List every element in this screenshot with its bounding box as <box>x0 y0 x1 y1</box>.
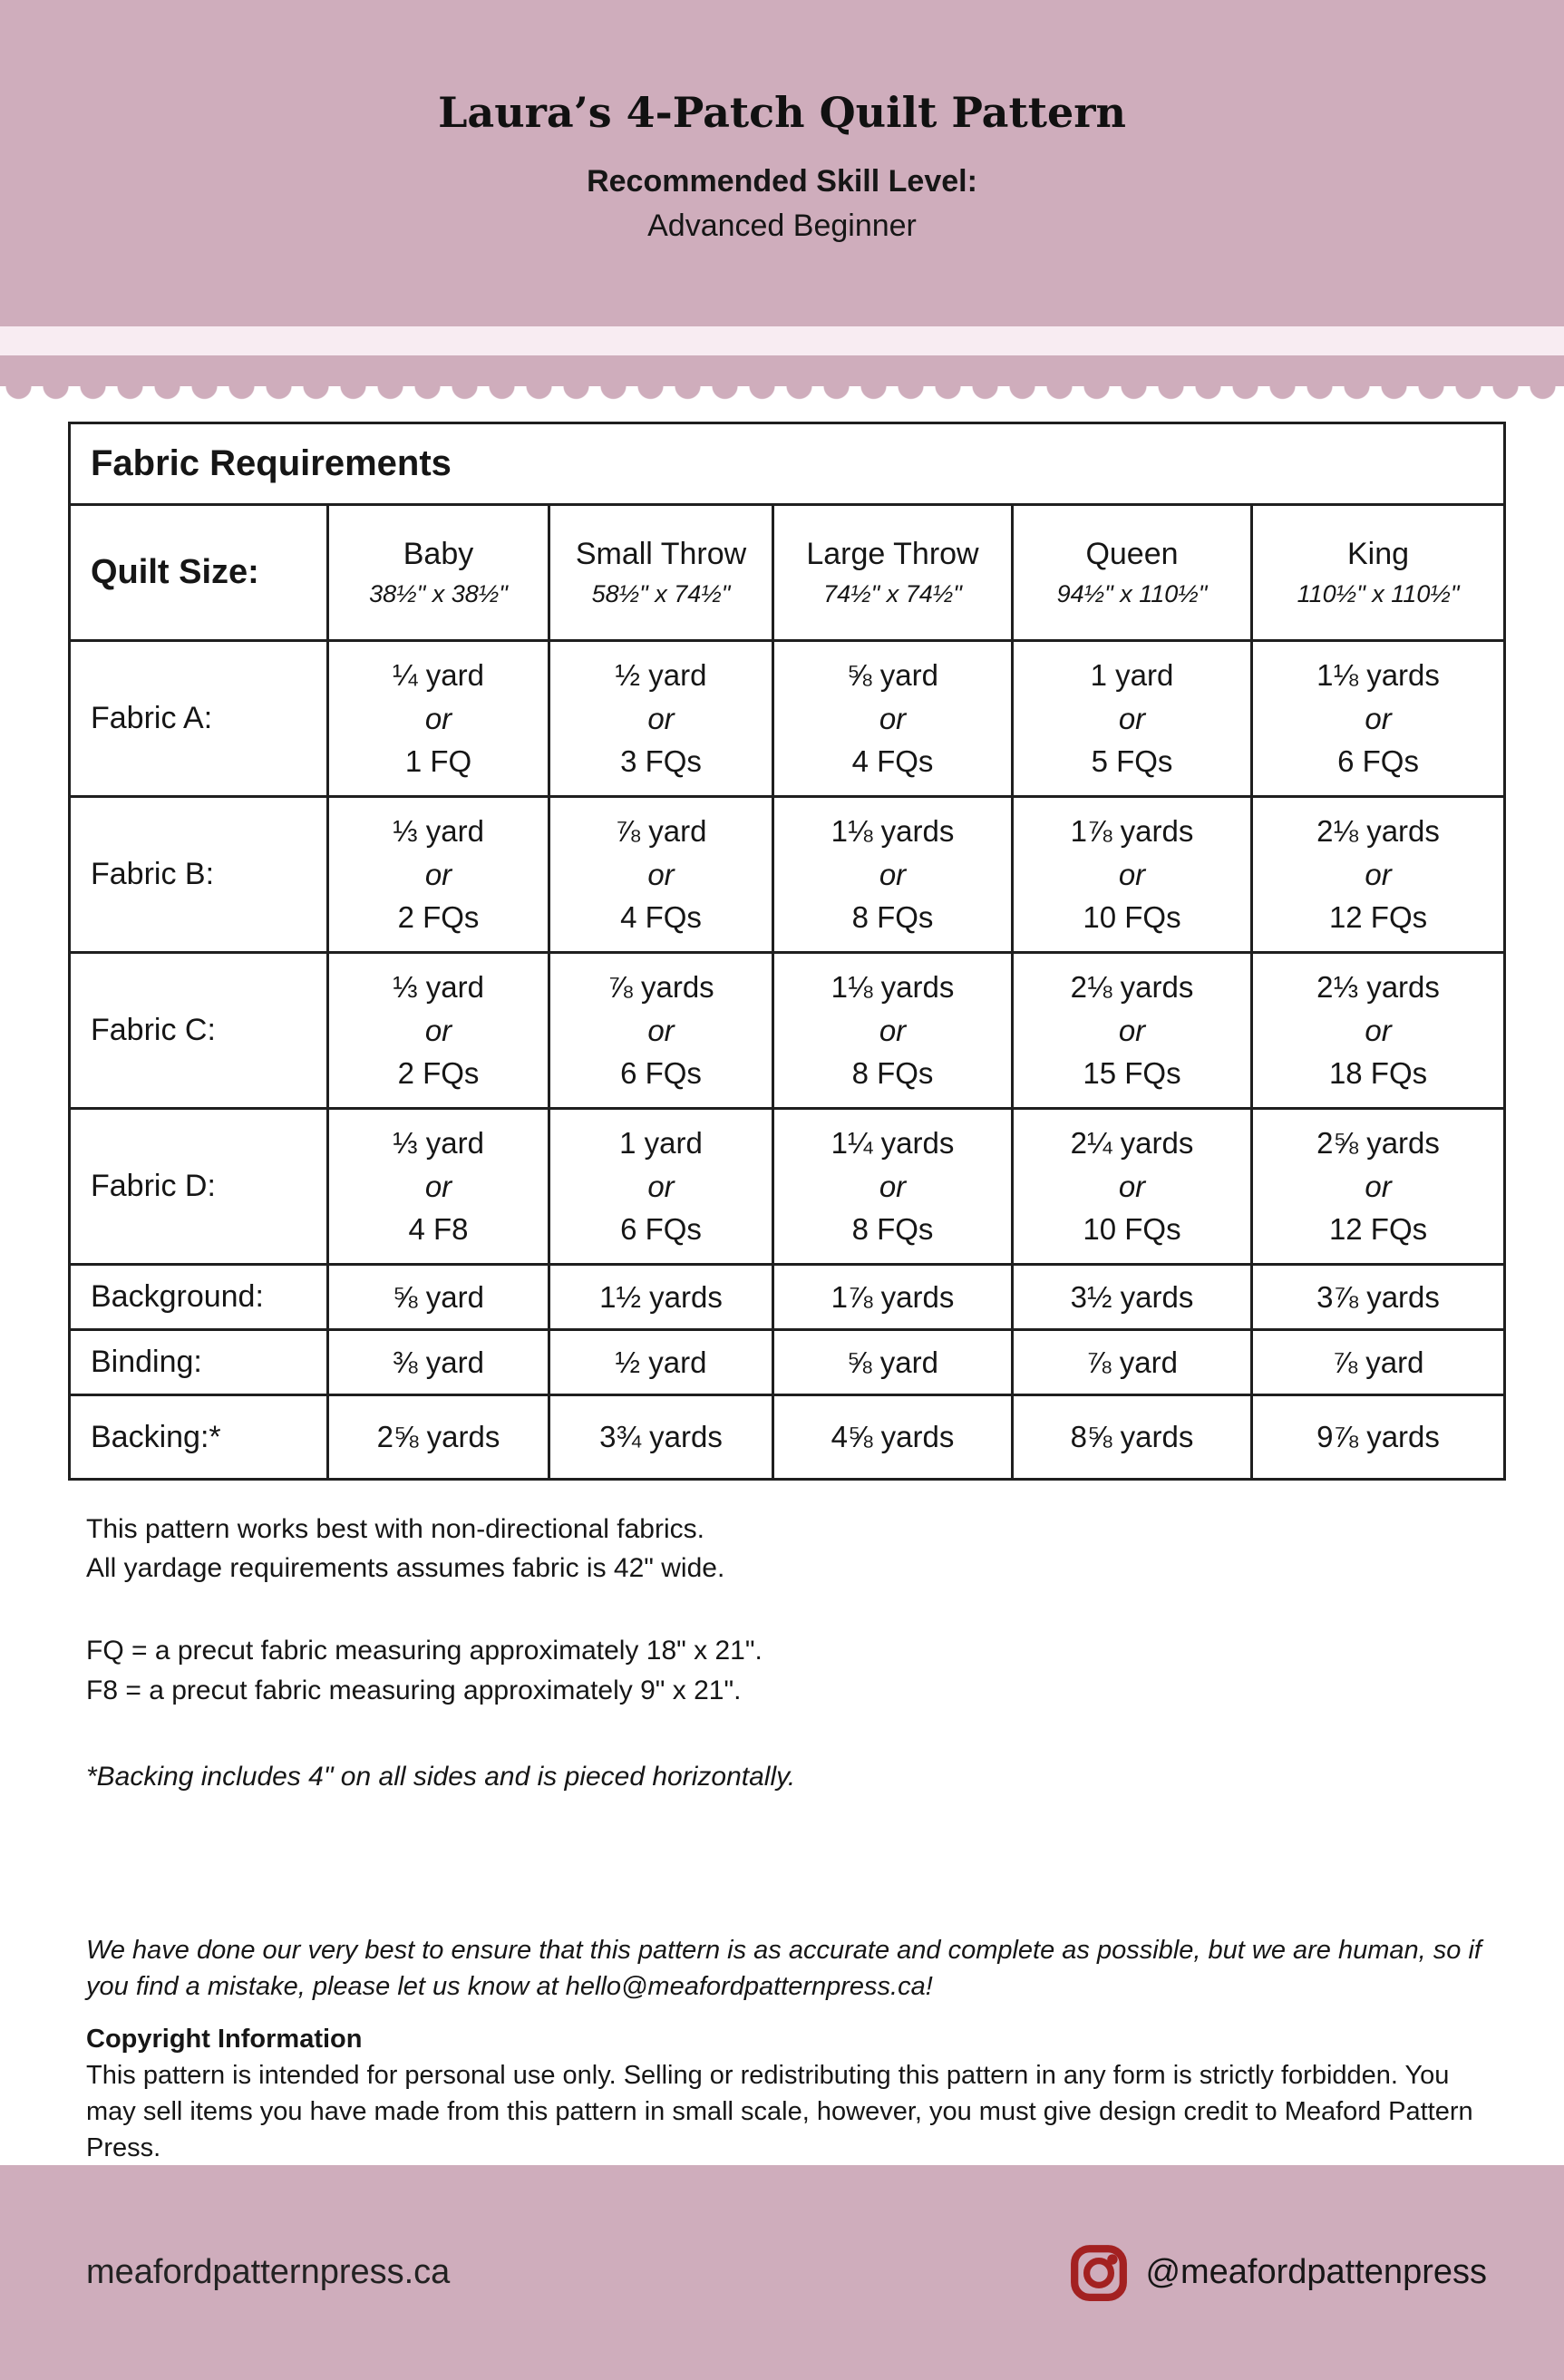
column-dimensions: 38½" x 38½" <box>369 579 508 607</box>
column-header-small-throw <box>549 505 773 641</box>
yardage-value: 1⅛ yards <box>1316 657 1440 692</box>
copyright-body: This pattern is intended for personal use only. Selling or redistributing this pattern in any form is strictly forbidden. You may sell items you have made from this pattern in small scale, however, you must give design credit to Meaford Pattern Press. <box>86 2060 1473 2163</box>
or-text: or <box>424 1013 452 1047</box>
light-pink-strip <box>0 326 1564 355</box>
yardage-cell: ⅝ yard <box>328 1265 549 1330</box>
yardage-value: ½ yard <box>615 657 707 692</box>
column-name: Large Throw <box>806 537 979 572</box>
skill-level-value: Advanced Beginner <box>647 208 917 243</box>
backing-row <box>70 1395 1505 1480</box>
yardage-value: 1⅛ yards <box>831 813 955 848</box>
footer-banner <box>0 2165 1564 2380</box>
yardage-cell: 3⅞ yards <box>1252 1265 1505 1330</box>
or-text: or <box>1118 1169 1146 1203</box>
note-paragraph-fabric <box>86 1510 1487 1588</box>
instagram-handle: @meafordpattenpress <box>1145 2253 1487 2291</box>
yardage-cell <box>549 797 773 953</box>
or-text: or <box>1365 1013 1392 1047</box>
table-title-row <box>70 423 1505 505</box>
yardage-cell <box>773 953 1013 1109</box>
yardage-value: 2⅛ yards <box>1070 969 1194 1004</box>
backing-label: Backing:* <box>70 1395 328 1480</box>
instagram-icon <box>1069 2243 1129 2303</box>
accuracy-disclaimer: We have done our very best to ensure that this pattern is as accurate and complete as possible, but we are human, so if you find a mistake, please let us know at hello@meafordpatternpress.ca! <box>86 1935 1481 2001</box>
yardage-cell: 1½ yards <box>549 1265 773 1330</box>
note-yardage-width: All yardage requirements assumes fabric is 42" wide. <box>86 1553 725 1584</box>
yardage-cell <box>773 797 1013 953</box>
yardage-value: 1⅛ yards <box>831 969 955 1004</box>
fabric-a-row <box>70 641 1505 797</box>
column-header-king <box>1252 505 1505 641</box>
precut-value: 18 FQs <box>1328 1056 1428 1091</box>
precut-value: 4 F8 <box>408 1212 469 1247</box>
yardage-value: ⅞ yards <box>607 969 714 1004</box>
yardage-cell <box>1013 797 1252 953</box>
yardage-value: 1¼ yards <box>831 1125 955 1160</box>
yardage-cell <box>328 641 549 797</box>
column-header-queen <box>1013 505 1252 641</box>
yardage-cell <box>328 797 549 953</box>
yardage-cell: 2⅝ yards <box>328 1395 549 1480</box>
background-row <box>70 1265 1505 1330</box>
precut-value: 6 FQs <box>620 1056 702 1091</box>
yardage-value: 1⅞ yards <box>1070 813 1194 848</box>
pattern-notes <box>86 1510 1487 1796</box>
yardage-cell <box>773 641 1013 797</box>
scallop-border <box>0 386 1564 401</box>
yardage-cell: ½ yard <box>549 1330 773 1395</box>
yardage-cell <box>1252 641 1505 797</box>
or-text: or <box>647 857 675 891</box>
pink-strip <box>0 355 1564 386</box>
yardage-cell <box>1252 1109 1505 1265</box>
yardage-cell <box>328 953 549 1109</box>
precut-value: 8 FQs <box>851 900 934 935</box>
precut-value: 12 FQs <box>1328 900 1428 935</box>
note-non-directional: This pattern works best with non-directional fabrics. <box>86 1514 704 1544</box>
column-name: Queen <box>1085 537 1179 572</box>
yardage-value: 2¼ yards <box>1070 1125 1194 1160</box>
or-text: or <box>879 1169 907 1203</box>
yardage-cell: 3¾ yards <box>549 1395 773 1480</box>
or-text: or <box>1365 857 1392 891</box>
or-text: or <box>1118 857 1146 891</box>
yardage-cell: ⅝ yard <box>773 1330 1013 1395</box>
or-text: or <box>1365 701 1392 735</box>
yardage-cell: 8⅝ yards <box>1013 1395 1252 1480</box>
column-dimensions: 58½" x 74½" <box>591 579 731 607</box>
yardage-cell: ⅞ yard <box>1013 1330 1252 1395</box>
yardage-cell <box>549 641 773 797</box>
binding-row <box>70 1330 1505 1395</box>
yardage-value: ⅓ yard <box>393 969 484 1004</box>
yardage-value: 1 yard <box>619 1125 703 1160</box>
yardage-value: ⅞ yard <box>615 813 707 848</box>
copyright-section <box>86 2021 1496 2165</box>
yardage-cell <box>1013 953 1252 1109</box>
or-text: or <box>879 1013 907 1047</box>
or-text: or <box>879 857 907 891</box>
precut-value: 3 FQs <box>620 744 702 779</box>
precut-value: 8 FQs <box>851 1056 934 1091</box>
quilt-size-label: Quilt Size: <box>70 505 328 641</box>
instagram-group <box>1069 2243 1487 2303</box>
skill-level-label: Recommended Skill Level: <box>587 163 977 199</box>
yardage-cell <box>1013 641 1252 797</box>
or-text: or <box>1118 1013 1146 1047</box>
column-name: King <box>1347 537 1410 572</box>
yardage-value: ¼ yard <box>393 657 484 692</box>
table-title: Fabric Requirements <box>70 423 1505 505</box>
or-text: or <box>424 1169 452 1203</box>
yardage-cell <box>773 1109 1013 1265</box>
yardage-cell <box>1252 797 1505 953</box>
yardage-value: 2⅓ yards <box>1316 969 1440 1004</box>
header-banner <box>0 0 1564 326</box>
yardage-cell: 3½ yards <box>1013 1265 1252 1330</box>
yardage-value: ⅝ yard <box>847 657 938 692</box>
note-backing: *Backing includes 4" on all sides and is pieced horizontally. <box>86 1761 796 1792</box>
column-header-baby <box>328 505 549 641</box>
or-text: or <box>879 701 907 735</box>
or-text: or <box>647 1169 675 1203</box>
precut-value: 6 FQs <box>1337 744 1419 779</box>
precut-value: 15 FQs <box>1083 1056 1181 1091</box>
precut-value: 5 FQs <box>1091 744 1173 779</box>
yardage-cell <box>328 1109 549 1265</box>
fabric-d-row <box>70 1109 1505 1265</box>
column-dimensions: 74½" x 74½" <box>823 579 962 607</box>
copyright-heading: Copyright Information <box>86 2024 363 2054</box>
column-header-large-throw <box>773 505 1013 641</box>
fabric-c-label: Fabric C: <box>70 953 328 1109</box>
yardage-cell: 1⅞ yards <box>773 1265 1013 1330</box>
precut-value: 2 FQs <box>397 1056 480 1091</box>
precut-value: 4 FQs <box>851 744 934 779</box>
page-body <box>0 401 1564 2165</box>
fabric-c-row <box>70 953 1505 1109</box>
yardage-cell: 4⅝ yards <box>773 1395 1013 1480</box>
page-title: Laura’s 4-Patch Quilt Pattern <box>438 88 1126 137</box>
yardage-value: 2⅛ yards <box>1316 813 1440 848</box>
yardage-cell: ⅜ yard <box>328 1330 549 1395</box>
website-url: meafordpatternpress.ca <box>86 2253 451 2291</box>
column-dimensions: 110½" x 110½" <box>1297 579 1460 607</box>
quilt-size-header-row <box>70 505 1505 641</box>
precut-value: 10 FQs <box>1083 1212 1181 1247</box>
note-paragraph-precuts <box>86 1631 1487 1709</box>
background-label: Background: <box>70 1265 328 1330</box>
precut-value: 12 FQs <box>1328 1212 1428 1247</box>
or-text: or <box>424 701 452 735</box>
note-fq-definition: FQ = a precut fabric measuring approximately 18" x 21". <box>86 1636 763 1666</box>
yardage-cell <box>549 1109 773 1265</box>
yardage-value: 2⅝ yards <box>1316 1125 1440 1160</box>
yardage-cell: 9⅞ yards <box>1252 1395 1505 1480</box>
or-text: or <box>1365 1169 1392 1203</box>
yardage-value: 1 yard <box>1090 657 1174 692</box>
binding-label: Binding: <box>70 1330 328 1395</box>
note-f8-definition: F8 = a precut fabric measuring approximately 9" x 21". <box>86 1675 742 1705</box>
precut-value: 4 FQs <box>620 900 702 935</box>
precut-value: 8 FQs <box>851 1212 934 1247</box>
or-text: or <box>1118 701 1146 735</box>
column-name: Baby <box>403 537 474 572</box>
precut-value: 6 FQs <box>620 1212 702 1247</box>
or-text: or <box>647 1013 675 1047</box>
or-text: or <box>647 701 675 735</box>
yardage-value: ⅓ yard <box>393 1125 484 1160</box>
yardage-cell <box>1013 1109 1252 1265</box>
yardage-value: ⅓ yard <box>393 813 484 848</box>
yardage-cell: ⅞ yard <box>1252 1330 1505 1395</box>
column-name: Small Throw <box>575 537 747 572</box>
fabric-a-label: Fabric A: <box>70 641 328 797</box>
yardage-cell <box>549 953 773 1109</box>
or-text: or <box>424 857 452 891</box>
fabric-d-label: Fabric D: <box>70 1109 328 1265</box>
precut-value: 1 FQ <box>404 744 472 779</box>
fabric-b-label: Fabric B: <box>70 797 328 953</box>
column-dimensions: 94½" x 110½" <box>1056 579 1208 607</box>
fabric-requirements-table <box>68 422 1506 1481</box>
precut-value: 2 FQs <box>397 900 480 935</box>
fabric-b-row <box>70 797 1505 953</box>
precut-value: 10 FQs <box>1083 900 1181 935</box>
yardage-cell <box>1252 953 1505 1109</box>
